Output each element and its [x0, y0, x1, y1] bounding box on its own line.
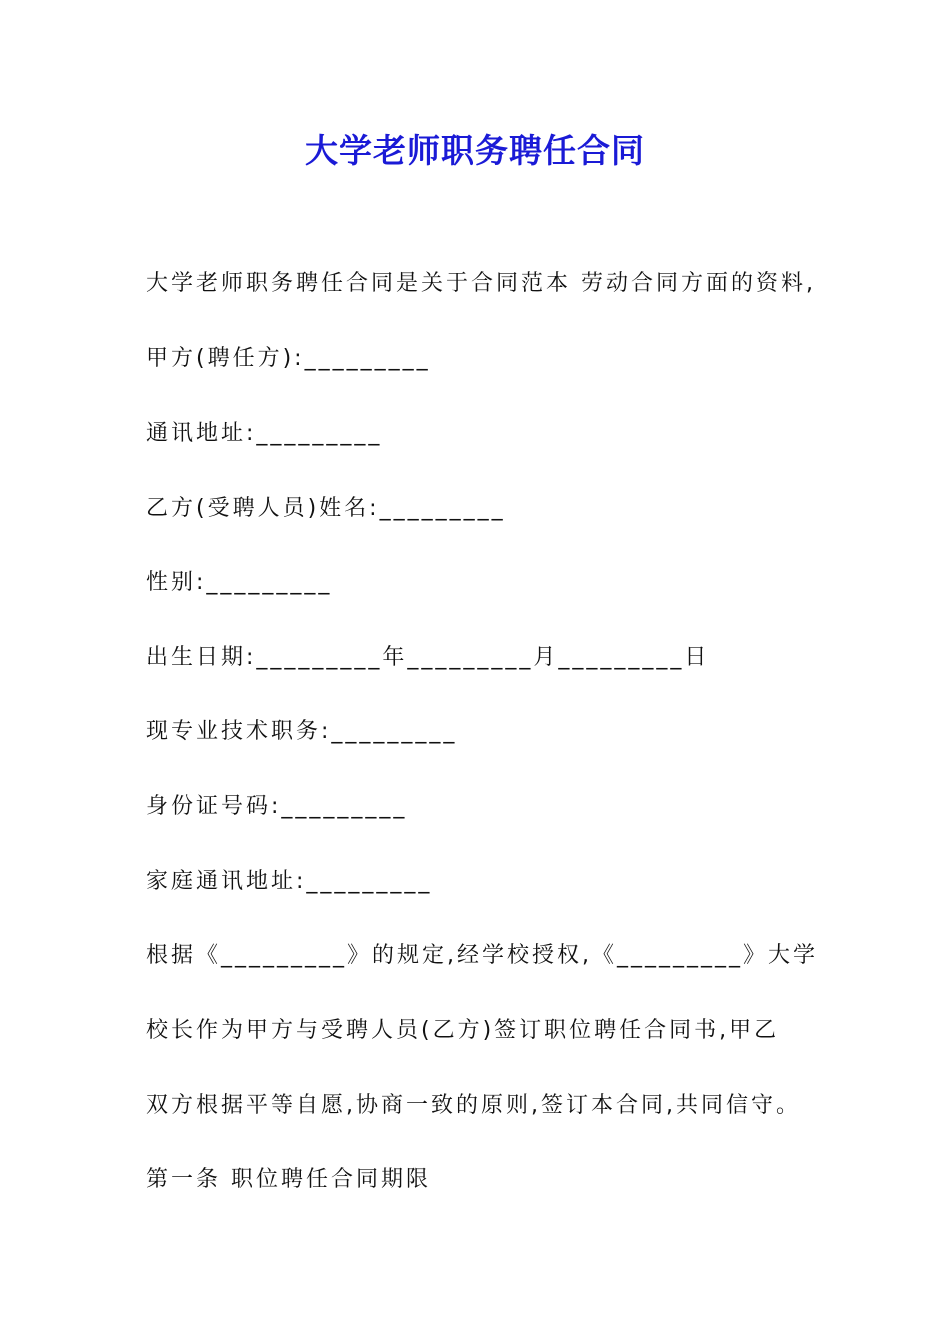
- article-one-heading: 第一条 职位聘任合同期限: [146, 1167, 431, 1192]
- gender-field: 性别:_________: [146, 570, 333, 595]
- home-address-field: 家庭通讯地址:_________: [146, 869, 433, 894]
- document-title: 大学老师职务聘任合同: [305, 131, 645, 170]
- intro-line: 大学老师职务聘任合同是关于合同范本 劳动合同方面的资料,: [146, 271, 816, 296]
- paragraph-line-1: 根据《_________》的规定,经学校授权,《_________》大学: [146, 943, 818, 968]
- address-field: 通讯地址:_________: [146, 421, 383, 446]
- party-b-name-field: 乙方(受聘人员)姓名:_________: [146, 496, 506, 521]
- id-number-field: 身份证号码:_________: [146, 794, 408, 819]
- birth-date-field: 出生日期:_________年_________月_________日: [146, 645, 710, 670]
- paragraph-line-3: 双方根据平等自愿,协商一致的原则,签订本合同,共同信守。: [146, 1093, 801, 1118]
- professional-title-field: 现专业技术职务:_________: [146, 719, 458, 744]
- paragraph-line-2: 校长作为甲方与受聘人员(乙方)签订职位聘任合同书,甲乙: [146, 1018, 780, 1043]
- party-a-field: 甲方(聘任方):_________: [146, 346, 431, 371]
